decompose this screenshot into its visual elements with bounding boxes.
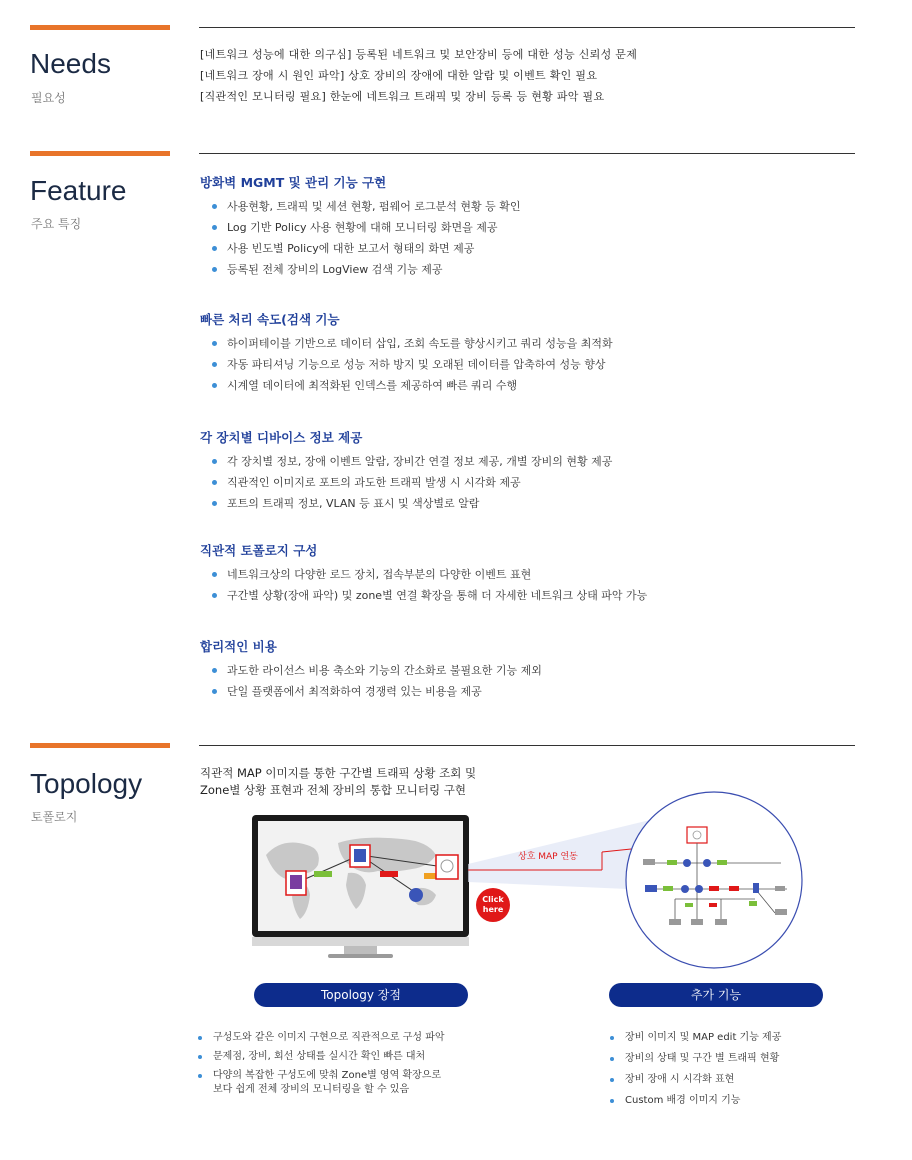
feature-title: Feature	[30, 175, 127, 206]
list-item-continuation: 보다 쉽게 전체 장비의 모니터링을 할 수 있음	[213, 1084, 410, 1095]
topology-subtitle: 토폴로지	[31, 810, 78, 824]
list-item: 자동 파티셔닝 기능으로 성능 저하 방지 및 오래된 데이터를 압축하여 성능 향상	[212, 354, 613, 375]
needs-subtitle: 필요성	[31, 91, 66, 105]
monitor-world-map-illustration	[252, 815, 469, 960]
list-item: 하이퍼테이블 기반으로 데이터 삽입, 조회 속도를 향상시키고 쿼리 성능을 최적화	[212, 333, 613, 354]
topology-advantages-list	[198, 1030, 445, 1101]
feature-list-device	[212, 451, 612, 514]
list-item: 구간별 상황(장애 파악) 및 zone별 연결 확장을 통해 더 자세한 네트워크 상태 파악 가능	[212, 585, 647, 606]
list-item: 장비 장애 시 시각화 표현	[610, 1072, 781, 1088]
feature-list-firewall	[212, 196, 520, 280]
list-item: 사용 빈도별 Policy에 대한 보고서 형태의 화면 제공	[212, 238, 520, 259]
feature-list-speed	[212, 333, 613, 396]
topology-accent-bar	[30, 743, 170, 748]
list-item: 포트의 트래픽 정보, VLAN 등 표시 및 색상별로 알람	[212, 493, 612, 514]
additional-features-list	[610, 1030, 781, 1114]
topology-divider	[199, 745, 855, 746]
feature-list-topology	[212, 564, 647, 606]
topology-intro-line-2: Zone별 상황 표현과 전체 장비의 통합 모니터링 구현	[200, 783, 466, 797]
feature-list-cost	[212, 660, 542, 702]
list-item: 단일 플랫폼에서 최적화하여 경쟁력 있는 비용을 제공	[212, 681, 542, 702]
needs-accent-bar	[30, 25, 170, 30]
feature-heading-firewall: 방화벽 MGMT 및 관리 기능 구현	[200, 175, 387, 190]
topology-intro-line-1: 직관적 MAP 이미지를 통한 구간별 트래픽 상황 조회 및	[200, 766, 477, 780]
zoomed-topology-diagram	[625, 791, 805, 971]
feature-subtitle: 주요 특징	[31, 217, 82, 231]
list-item: 사용현황, 트래픽 및 세션 현황, 펌웨어 로그분석 현황 등 확인	[212, 196, 520, 217]
needs-divider	[199, 27, 855, 28]
feature-heading-speed: 빠른 처리 속도(검색 기능	[200, 312, 340, 327]
list-item: 장비 이미지 및 MAP edit 기능 제공	[610, 1030, 781, 1046]
needs-title: Needs	[30, 48, 111, 79]
feature-heading-cost: 합리적인 비용	[200, 639, 277, 654]
list-item: 시계열 데이터에 최적화된 인덱스를 제공하여 빠른 쿼리 수행	[212, 375, 613, 396]
feature-heading-device: 각 장치별 디바이스 정보 제공	[200, 430, 363, 445]
needs-line-1: [네트워크 성능에 대한 의구심] 등록된 네트워크 및 보안장비 등에 대한 성능 신뢰성 문제	[200, 48, 638, 61]
needs-line-2: [네트워크 장애 시 원인 파악] 상호 장비의 장애에 대한 알람 및 이벤트 확인 필요	[200, 69, 598, 82]
list-item: 등록된 전체 장비의 LogView 검색 기능 제공	[212, 259, 520, 280]
additional-features-pill: 추가 기능	[609, 983, 823, 1007]
list-item: 문제점, 장비, 회선 상태를 실시간 확인 빠른 대처	[198, 1049, 445, 1065]
list-item: 구성도와 같은 이미지 구현으로 직관적으로 구성 파악	[198, 1030, 445, 1046]
list-item: 직관적인 이미지로 포트의 과도한 트래픽 발생 시 시각화 제공	[212, 472, 612, 493]
topology-title: Topology	[30, 768, 143, 799]
needs-line-3: [직관적인 모니터링 필요] 한눈에 네트워크 트래픽 및 장비 등록 등 현황 파악 필요	[200, 90, 605, 103]
list-item: 과도한 라이선스 비용 축소와 기능의 간소화로 불필요한 기능 제외	[212, 660, 542, 681]
list-item: 다양의 복잡한 구성도에 맞춰 Zone별 영역 확장으로	[198, 1068, 445, 1084]
topology-intro	[200, 765, 476, 799]
feature-accent-bar	[30, 151, 170, 156]
topology-advantages-pill: Topology 장점	[254, 983, 468, 1007]
list-item: 각 장치별 정보, 장애 이벤트 알람, 장비간 연결 정보 제공, 개별 장비의 현황 제공	[212, 451, 612, 472]
list-item: Custom 배경 이미지 기능	[610, 1093, 781, 1109]
list-item: 장비의 상태 및 구간 별 트래픽 현황	[610, 1051, 781, 1067]
feature-divider	[199, 153, 855, 154]
list-item: Log 기반 Policy 사용 현황에 대해 모니터링 화면을 제공	[212, 217, 520, 238]
map-link-label: 상호 MAP 연동	[518, 852, 578, 862]
feature-heading-topology: 직관적 토폴로지 구성	[200, 543, 318, 558]
click-here-label: Click here	[482, 895, 504, 914]
list-item: 네트워크상의 다양한 로드 장치, 접속부분의 다양한 이벤트 표현	[212, 564, 647, 585]
